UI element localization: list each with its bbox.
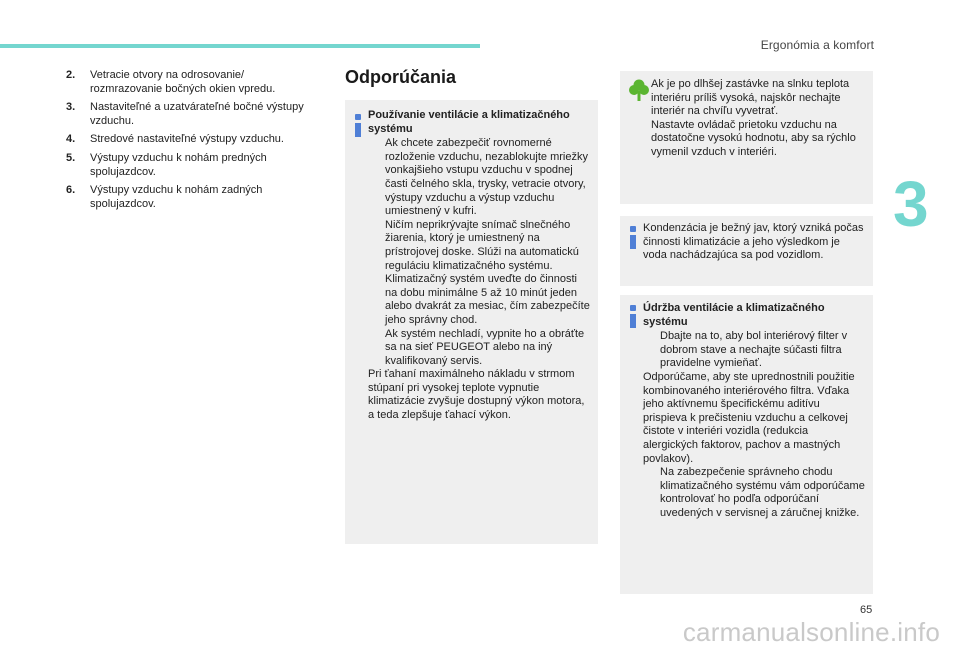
- bullet-text: Na zabezpečenie správneho chodu klimatizačného systému vám odporúčame kontrolovať ho podľa odporúčaní uvedených v servisnej a záručnej knižke.: [660, 466, 865, 519]
- bullet-text: Dbajte na to, aby bol interiérový filter v dobrom stave a nechajte súčasti filtra pravidelne vymieňať.: [660, 330, 848, 370]
- bullet-item: [368, 273, 590, 327]
- list-item: [66, 101, 316, 128]
- box-paragraph: Ak je po dlhšej zastávke na slnku teplota interiéru príliš vysoká, najskôr nechajte interiér na chvíľu vyvetrať.: [651, 78, 850, 118]
- watermark: carmanualsonline.info: [682, 617, 940, 647]
- bullet-item: [368, 219, 590, 273]
- header-accent-bar: [0, 44, 480, 48]
- box-paragraph: Kondenzácia je bežný jav, ktorý vzniká počas činnosti klimatizácie a jeho výsledkom je voda nachádzajúca sa pod vozidlom.: [643, 222, 864, 262]
- condensation-box: [620, 216, 873, 286]
- box-paragraph: Pri ťahaní maximálneho nákladu v strmom stúpaní pri vysokej teplote vypnutie klimatizácie zvyšuje dostupný výkon motora, a teda zlepšuje ťahací výkon.: [368, 368, 585, 422]
- air-vents-list: [66, 69, 316, 216]
- bullet-item: [643, 330, 865, 371]
- maintenance-box: [620, 295, 873, 594]
- item-text: Vetracie otvory na odrosovanie/ rozmrazovanie bočných okien vpredu.: [90, 69, 276, 95]
- bullet-text: Klimatizačný systém uveďte do činnosti na dobu minimálne 5 až 10 minút jeden alebo dvakrát za mesiac, čím zabezpečíte jeho správny chod.: [385, 273, 590, 326]
- recommendations-title: Odporúčania: [345, 67, 457, 87]
- item-number: 4.: [66, 133, 76, 146]
- list-item: [66, 133, 316, 147]
- page-number: 65: [860, 604, 873, 616]
- item-number: 2.: [66, 69, 76, 81]
- eco-tree-icon: [629, 79, 649, 101]
- bullet-text: Ak chcete zabezpečiť rovnomerné rozloženie vzduchu, nezablokujte mriežky vonkajšieho vstupu vzduchu v spodnej časti čelného skla, trysky, vetracie otvory, výstupy vzduchu a výstup vzduchu umiestnený v kufri.: [385, 137, 588, 218]
- ventilation-usage-box: [345, 100, 598, 544]
- item-text: Výstupy vzduchu k nohám zadných spolujazdcov.: [90, 184, 263, 210]
- list-item: [66, 152, 316, 179]
- bullet-item: [368, 328, 590, 369]
- item-number: 3.: [66, 101, 76, 114]
- box-title: Údržba ventilácie a klimatizačného systému: [643, 302, 825, 328]
- bullet-text: Ak systém nechladí, vypnite ho a obráťte sa na sieť PEUGEOT alebo na iný kvalifikovaný servis.: [385, 327, 585, 367]
- item-text: Výstupy vzduchu k nohám predných spolujazdcov.: [90, 151, 267, 178]
- section-header: Ergonómia a komfort: [760, 38, 874, 52]
- item-text: Stredové nastaviteľné výstupy vzduchu.: [90, 133, 284, 146]
- box-title: Používanie ventilácie a klimatizačného systému: [368, 109, 570, 135]
- item-text: Nastaviteľné a uzatvárateľné bočné výstupy vzduchu.: [90, 101, 304, 127]
- box-paragraph: Odporúčame, aby ste uprednostnili použitie kombinovaného interiérového filtra. Vďaka jeho aktívnemu špecifickému aditívu prispieva k prečisteniu vzduchu a celkovej čistote v interiéri vozidla (redukcia alergických faktorov, pachov a mastných povlakov).: [643, 370, 855, 465]
- list-item: [66, 69, 316, 96]
- box-paragraph: Nastavte ovládač prietoku vzduchu na dostatočne vysokú hodnotu, aby sa rýchlo vymenil vzduch v interiéri.: [651, 118, 856, 158]
- item-number: 5.: [66, 151, 76, 164]
- chapter-number: 3: [893, 168, 929, 240]
- eco-tip-box: [620, 71, 873, 204]
- bullet-text: Ničím neprikrývajte snímač slnečného žiarenia, ktorý je umiestnený na prístrojovej doske. Slúži na automatickú reguláciu klimatizačného systému.: [385, 218, 579, 272]
- item-number: 6.: [66, 184, 76, 197]
- bullet-item: [368, 137, 590, 219]
- bullet-item: [643, 466, 865, 520]
- list-item: [66, 184, 316, 211]
